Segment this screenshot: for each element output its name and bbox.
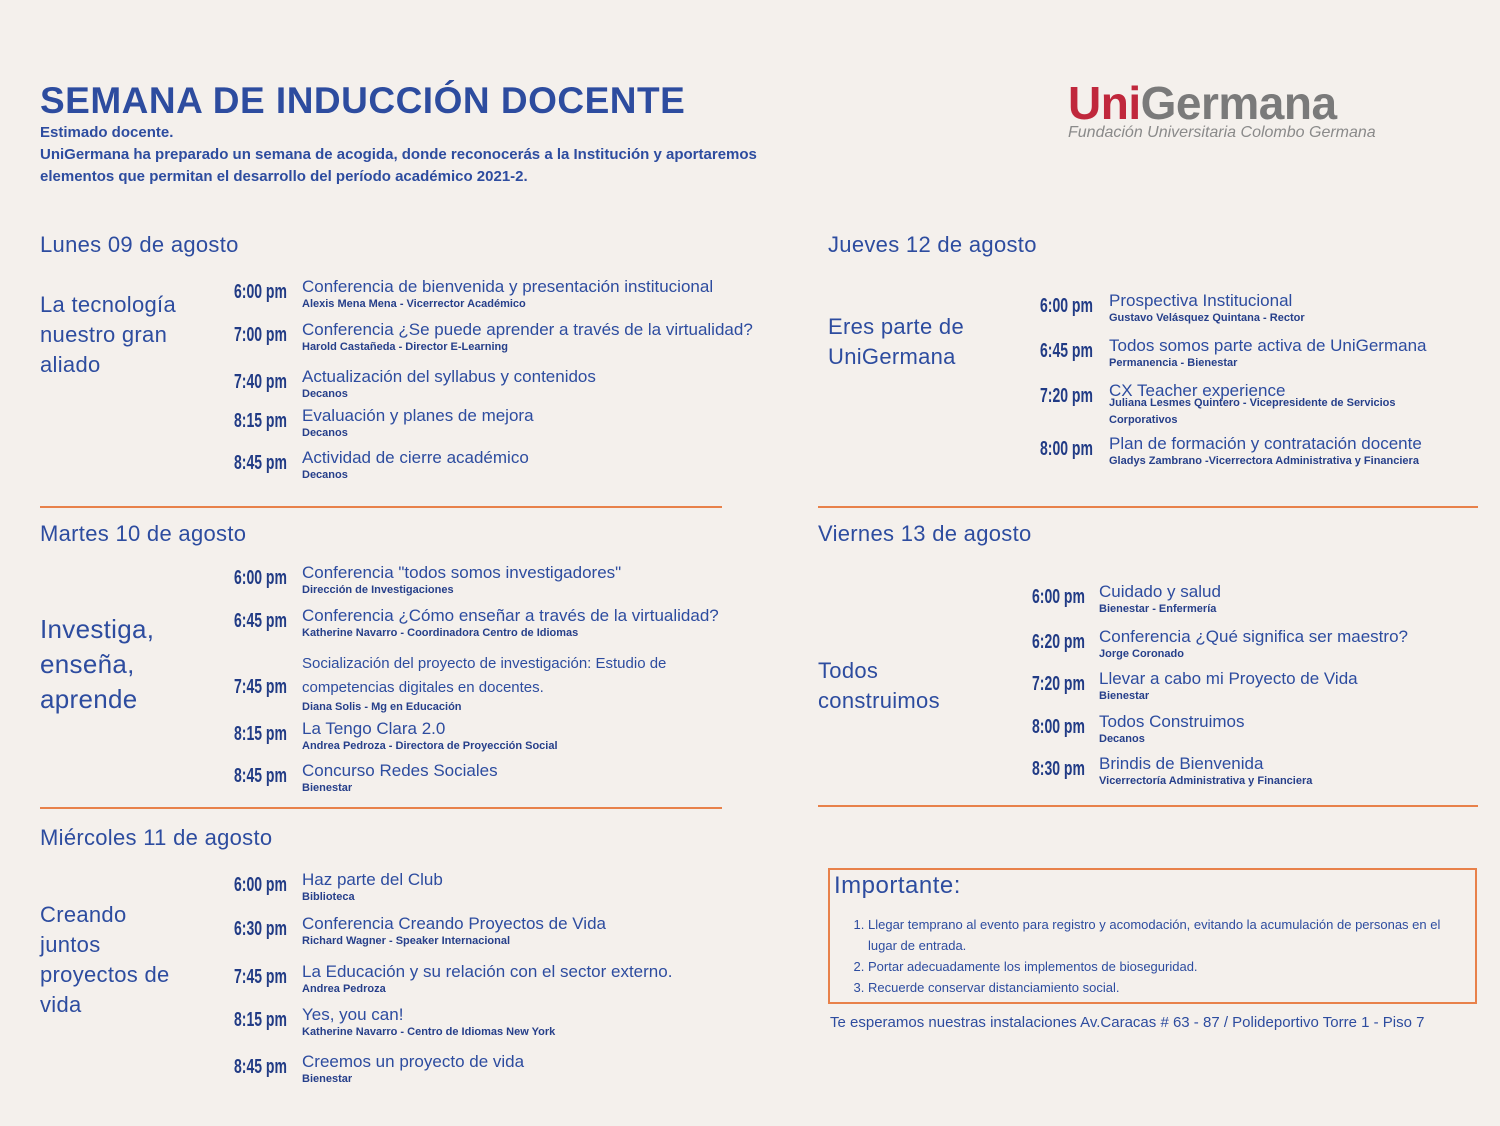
theme-line: Todos bbox=[818, 658, 879, 683]
event-title: Prospectiva Institucional bbox=[1109, 291, 1293, 310]
event-speaker: Gustavo Velásquez Quintana - Rector bbox=[1109, 312, 1305, 324]
event-item bbox=[302, 652, 666, 713]
event-speaker: Bienestar - Enfermería bbox=[1099, 603, 1217, 615]
event-time: 8:45 pm bbox=[234, 1056, 287, 1078]
event-time: 7:45 pm bbox=[234, 676, 287, 698]
event-speaker: Andrea Pedroza - Directora de Proyección Social bbox=[302, 740, 558, 752]
event-speaker: Katherine Navarro - Centro de Idiomas New York bbox=[302, 1026, 556, 1038]
event-time: 6:00 pm bbox=[1040, 295, 1093, 317]
theme-line: Eres parte de bbox=[828, 314, 964, 339]
day-theme bbox=[40, 900, 170, 1020]
event-speaker: Katherine Navarro - Coordinadora Centro de Idiomas bbox=[302, 627, 579, 639]
day-heading: Miércoles 11 de agosto bbox=[40, 825, 273, 850]
event-speaker-cont: Corporativos bbox=[1109, 414, 1178, 426]
theme-line: Creando bbox=[40, 902, 127, 927]
event-speaker: Andrea Pedroza bbox=[302, 983, 386, 995]
event-item bbox=[302, 563, 621, 596]
event-title: Concurso Redes Sociales bbox=[302, 761, 498, 780]
event-item bbox=[1109, 434, 1422, 467]
event-title: Conferencia ¿Se puede aprender a través de la virtualidad? bbox=[302, 320, 753, 339]
event-item bbox=[302, 448, 529, 481]
event-time: 6:00 pm bbox=[1032, 586, 1085, 608]
event-speaker: Permanencia - Bienestar bbox=[1109, 357, 1238, 369]
event-item bbox=[1109, 336, 1427, 369]
event-time: 6:45 pm bbox=[1040, 340, 1093, 362]
event-speaker: Diana Solis - Mg en Educación bbox=[302, 701, 462, 713]
event-title: Actividad de cierre académico bbox=[302, 448, 529, 467]
event-time: 8:15 pm bbox=[234, 723, 287, 745]
event-speaker: Richard Wagner - Speaker Internacional bbox=[302, 935, 511, 947]
event-time: 8:15 pm bbox=[234, 1009, 287, 1031]
theme-line: enseña, bbox=[40, 649, 135, 679]
event-item bbox=[302, 719, 558, 752]
footer-address: Te esperamos nuestras instalaciones Av.Caracas # 63 - 87 / Polideportivo Torre 1 - Piso 7 bbox=[830, 1014, 1425, 1031]
theme-line: proyectos de bbox=[40, 962, 170, 987]
event-title: Socialización del proyecto de investigación: Estudio de bbox=[302, 655, 667, 672]
event-item bbox=[1099, 712, 1245, 745]
event-title: Haz parte del Club bbox=[302, 870, 443, 889]
event-speaker: Jorge Coronado bbox=[1099, 648, 1184, 660]
event-time: 6:30 pm bbox=[234, 918, 287, 940]
event-title: Todos somos parte activa de UniGermana bbox=[1109, 336, 1427, 355]
event-title: Conferencia ¿Cómo enseñar a través de la virtualidad? bbox=[302, 606, 719, 625]
important-item: 1. Llegar temprano al evento para registro y acomodación, evitando la acumulación de personas en el lugar de entrada. bbox=[868, 914, 1448, 956]
event-time: 8:45 pm bbox=[234, 765, 287, 787]
event-title: Evaluación y planes de mejora bbox=[302, 406, 534, 425]
day-theme bbox=[828, 312, 964, 372]
theme-line: La tecnología bbox=[40, 292, 177, 317]
day-theme bbox=[40, 290, 176, 380]
theme-line: nuestro gran bbox=[40, 322, 168, 347]
day-heading: Lunes 09 de agosto bbox=[40, 232, 239, 257]
event-title: Plan de formación y contratación docente bbox=[1109, 434, 1422, 453]
event-title: Conferencia ¿Qué significa ser maestro? bbox=[1099, 627, 1408, 646]
important-item: 3. Recuerde conservar distanciamiento social. bbox=[868, 977, 1448, 998]
greeting: Estimado docente. bbox=[40, 124, 174, 141]
event-speaker: Biblioteca bbox=[302, 891, 355, 903]
event-item bbox=[1099, 669, 1358, 702]
event-title: Creemos un proyecto de vida bbox=[302, 1052, 525, 1071]
event-item bbox=[302, 1052, 524, 1085]
day-heading: Viernes 13 de agosto bbox=[818, 521, 1032, 546]
event-item bbox=[302, 761, 498, 794]
theme-line: juntos bbox=[40, 932, 101, 957]
event-title: La Educación y su relación con el sector externo. bbox=[302, 962, 673, 981]
event-title: Todos Construimos bbox=[1099, 712, 1245, 731]
event-title: La Tengo Clara 2.0 bbox=[302, 719, 446, 738]
event-item bbox=[302, 962, 672, 995]
logo-uni: Uni bbox=[1068, 77, 1141, 129]
page-title: SEMANA DE INDUCCIÓN DOCENTE bbox=[40, 80, 686, 121]
event-item bbox=[302, 367, 596, 400]
event-item bbox=[1099, 627, 1408, 660]
event-item bbox=[1099, 582, 1221, 615]
important-title: Importante: bbox=[834, 872, 961, 899]
theme-line: aprende bbox=[40, 684, 138, 714]
event-time: 7:45 pm bbox=[234, 966, 287, 988]
event-speaker: Vicerrectoría Administrativa y Financiera bbox=[1099, 775, 1313, 787]
event-item bbox=[1099, 754, 1312, 787]
logo-subtitle: Fundación Universitaria Colombo Germana bbox=[1068, 124, 1376, 141]
event-time: 6:20 pm bbox=[1032, 631, 1085, 653]
event-title: Cuidado y salud bbox=[1099, 582, 1221, 601]
event-time: 7:20 pm bbox=[1032, 673, 1085, 695]
event-time: 6:00 pm bbox=[234, 567, 287, 589]
event-title-cont: competencias digitales en docentes. bbox=[302, 679, 544, 696]
event-time: 8:00 pm bbox=[1040, 438, 1093, 460]
day-theme bbox=[818, 656, 940, 716]
event-speaker: Decanos bbox=[302, 427, 348, 439]
event-title: Conferencia de bienvenida y presentación institucional bbox=[302, 277, 714, 296]
event-speaker: Alexis Mena Mena - Vicerrector Académico bbox=[302, 298, 526, 310]
event-title: Llevar a cabo mi Proyecto de Vida bbox=[1099, 669, 1358, 688]
theme-line: Investiga, bbox=[40, 614, 155, 644]
event-time: 7:20 pm bbox=[1040, 385, 1093, 407]
divider bbox=[40, 807, 722, 809]
event-speaker: Harold Castañeda - Director E-Learning bbox=[302, 341, 508, 353]
event-time: 6:00 pm bbox=[234, 874, 287, 896]
intro-line-2: elementos que permitan el desarrollo del período académico 2021-2. bbox=[40, 168, 528, 185]
important-item: 2. Portar adecuadamente los implementos de bioseguridad. bbox=[868, 956, 1448, 977]
event-speaker: Decanos bbox=[302, 388, 348, 400]
event-item bbox=[302, 1005, 555, 1038]
divider bbox=[818, 805, 1478, 807]
event-item bbox=[1109, 291, 1305, 324]
event-speaker: Bienestar bbox=[302, 782, 353, 794]
event-item bbox=[302, 870, 443, 903]
event-time: 8:15 pm bbox=[234, 410, 287, 432]
event-speaker: Decanos bbox=[302, 469, 348, 481]
event-title: CX Teacher experience bbox=[1109, 381, 1286, 400]
theme-line: aliado bbox=[40, 352, 101, 377]
event-title: Actualización del syllabus y contenidos bbox=[302, 367, 596, 386]
event-item bbox=[302, 320, 753, 353]
event-item bbox=[302, 606, 719, 639]
event-speaker: Dirección de Investigaciones bbox=[302, 584, 454, 596]
event-title: Conferencia "todos somos investigadores" bbox=[302, 563, 622, 582]
event-time: 6:00 pm bbox=[234, 281, 287, 303]
day-heading: Jueves 12 de agosto bbox=[828, 232, 1037, 257]
event-time: 8:45 pm bbox=[234, 452, 287, 474]
unigermana-logo bbox=[1068, 78, 1376, 142]
event-speaker: Gladys Zambrano -Vicerrectora Administrativa y Financiera bbox=[1109, 455, 1419, 467]
divider bbox=[818, 506, 1478, 508]
event-item bbox=[302, 277, 713, 310]
day-theme bbox=[40, 612, 154, 717]
event-time: 8:00 pm bbox=[1032, 716, 1085, 738]
event-time: 8:30 pm bbox=[1032, 758, 1085, 780]
theme-line: UniGermana bbox=[828, 344, 956, 369]
event-item bbox=[1109, 381, 1396, 426]
logo-germana: Germana bbox=[1140, 77, 1337, 129]
event-title: Conferencia Creando Proyectos de Vida bbox=[302, 914, 606, 933]
day-heading: Martes 10 de agosto bbox=[40, 521, 247, 546]
divider bbox=[40, 506, 722, 508]
event-title: Yes, you can! bbox=[302, 1005, 404, 1024]
event-speaker: Bienestar bbox=[1099, 690, 1150, 702]
event-item bbox=[302, 914, 606, 947]
event-speaker: Juliana Lesmes Quintero - Vicepresidente de Servicios bbox=[1109, 397, 1396, 409]
event-speaker: Decanos bbox=[1099, 733, 1145, 745]
event-item bbox=[302, 406, 534, 439]
event-time: 7:40 pm bbox=[234, 371, 287, 393]
important-box bbox=[828, 868, 1477, 1004]
intro-line-1: UniGermana ha preparado un semana de acogida, donde reconocerás a la Institución y aportaremos bbox=[40, 146, 757, 163]
theme-line: construimos bbox=[818, 688, 940, 713]
event-title: Brindis de Bienvenida bbox=[1099, 754, 1264, 773]
event-speaker: Bienestar bbox=[302, 1073, 353, 1085]
event-time: 7:00 pm bbox=[234, 324, 287, 346]
event-time: 6:45 pm bbox=[234, 610, 287, 632]
theme-line: vida bbox=[40, 992, 82, 1017]
